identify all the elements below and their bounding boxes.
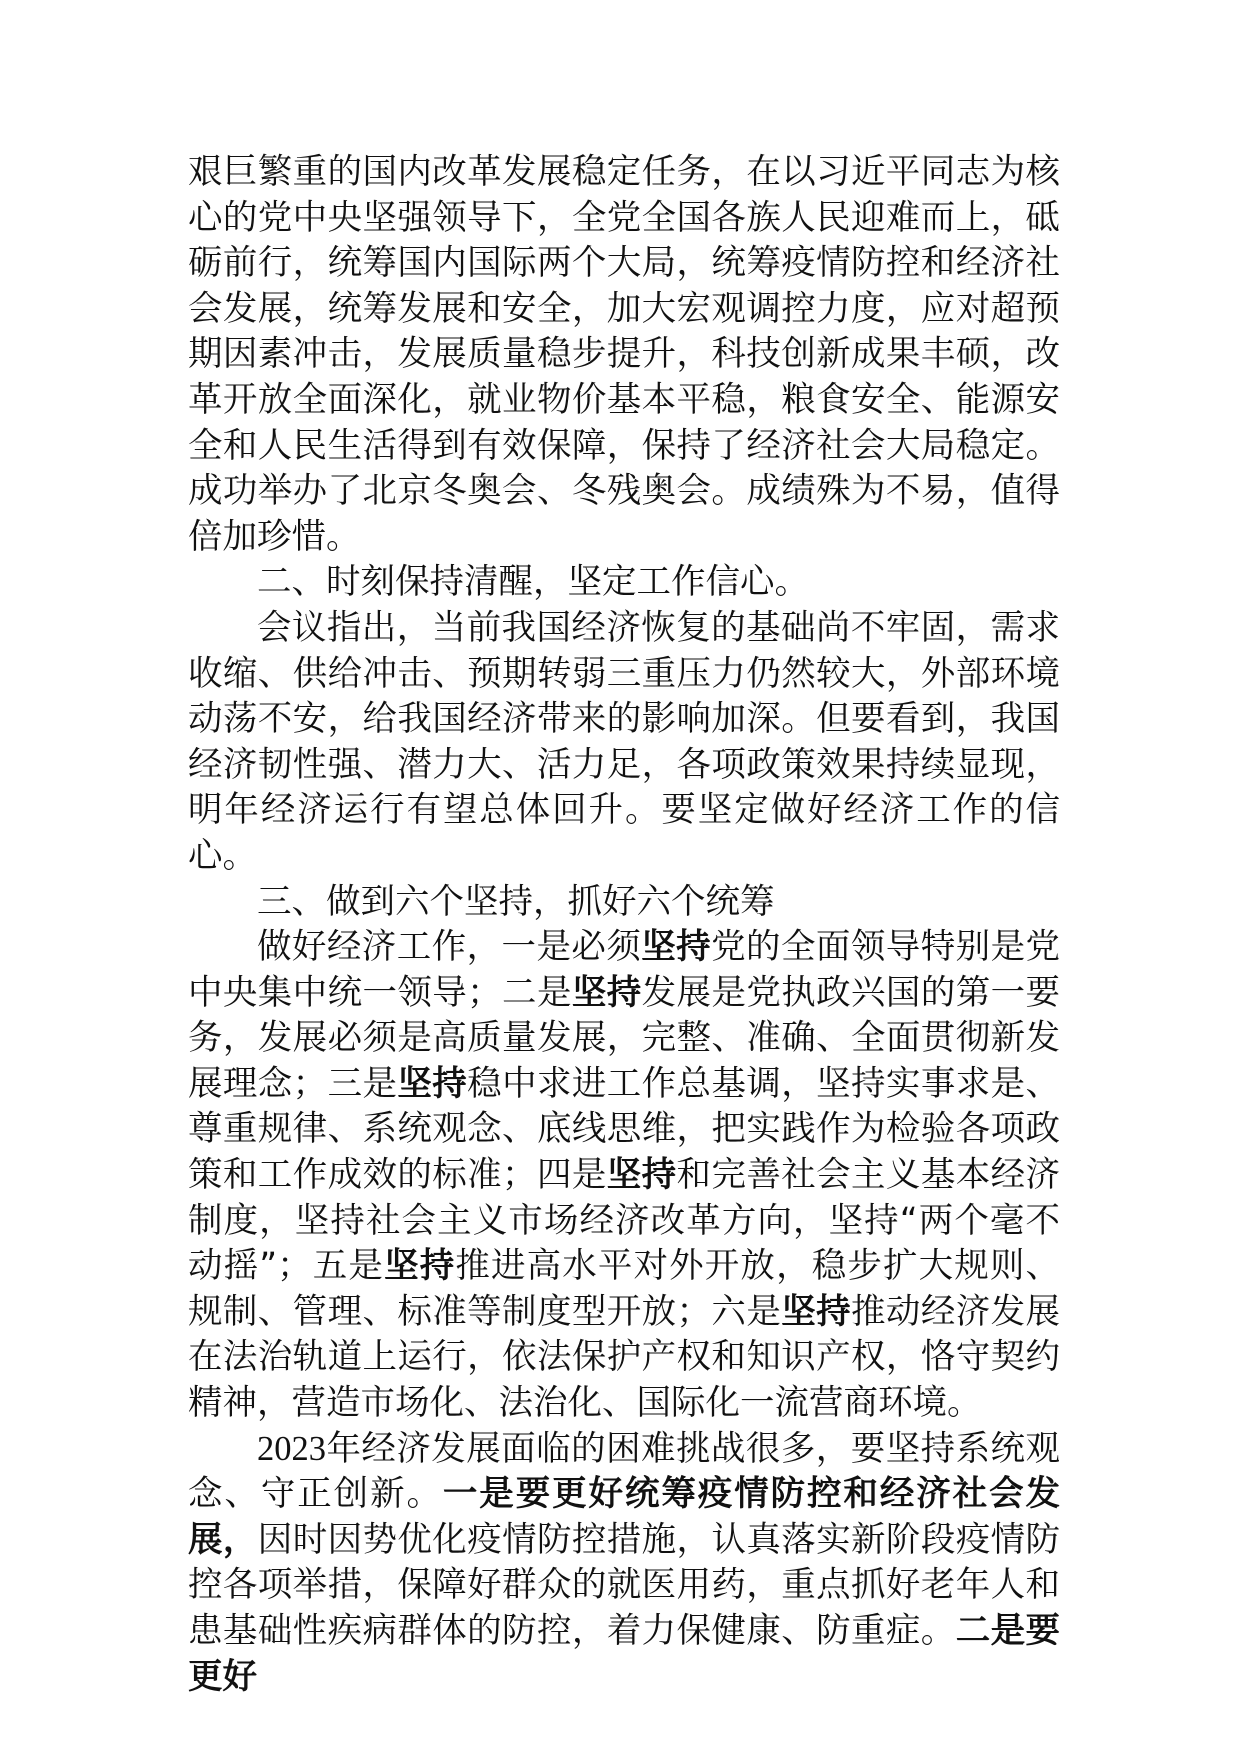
document-body — [188, 150, 1060, 1700]
bold-keyword: 坚持 — [641, 927, 712, 968]
bold-phrase: 二是要更好 — [188, 1611, 1061, 1697]
text-run: 推进高水平对外开放，稳步扩大规则、规制、管理、标准等制度型开放；六是 — [188, 1246, 1061, 1332]
bold-keyword: 坚持 — [384, 1246, 456, 1287]
paragraph-achievements: 艰巨繁重的国内改革发展稳定任务，在以习近平同志为核心的党中央坚强领导下，全党全国各族人民迎难而上，砥砺前行，统筹国内国际两个大局，统筹疫情防控和经济社会发展，统筹发展和安全，加大宏观调控力度，应对超预期因素冲击，发展质量稳步提升，科技创新成果丰硕，改革开放全面深化，就业物价基本平稳，粮食安全、能源安全和人民生活得到有效保障，保持了经济社会大局稳定。成功举办了北京冬奥会、冬残奥会。成绩殊为不易，值得倍加珍惜。 — [188, 152, 1060, 557]
paragraph-economic-outlook: 会议指出，当前我国经济恢复的基础尚不牢固，需求收缩、供给冲击、预期转弱三重压力仍然较大，外部环境动荡不安，给我国经济带来的影响加深。但要看到，我国经济韧性强、潜力大、活力足，各项政策效果持续显现，明年经济运行有望总体回升。要坚定做好经济工作的信心。 — [188, 607, 1060, 876]
paragraph-six-adherences — [188, 925, 1060, 1427]
section-heading-3: 三、做到六个坚持，抓好六个统筹 — [257, 881, 775, 922]
text-run: 推动经济发展在法治轨道上运行，依法保护产权和知识产权，恪守契约精神，营造市场化、法治化、国际化一流营商环境。 — [188, 1291, 1061, 1424]
text-run: 年经济发展面临的困难挑战很多，要坚持系统观念、守正创新。 — [188, 1428, 1060, 1515]
text-run: 因时因势优化疫情防控措施，认真落实新阶段疫情防控各项举措，保障好群众的就医用药，重点抓好老年人和患基础性疾病群体的防控，着力保健康、防重症。 — [188, 1519, 1061, 1651]
year-number: 2023 — [257, 1429, 326, 1468]
bold-keyword: 坚持 — [606, 1155, 677, 1196]
bold-phrase: 一是要更好统筹疫情防控和经济社会发展， — [188, 1474, 1060, 1560]
paragraph-2023-tasks — [188, 1427, 1060, 1701]
bold-keyword: 坚持 — [397, 1063, 468, 1104]
text-run: 做好经济工作，一是必须 — [257, 927, 642, 968]
bold-keyword: 坚持 — [781, 1291, 852, 1332]
text-run: 发展是党执政兴国的第一要务，发展必须是高质量发展，完整、准确、全面贯彻新发展理念；三是 — [188, 972, 1061, 1104]
text-run: 和完善社会主义基本经济制度，坚持社会主义市场经济改革方向，坚持“两个毫不动摇”；五是 — [188, 1155, 1061, 1287]
text-run: 党的全面领导特别是党中央集中统一领导；二是 — [188, 927, 1061, 1013]
bold-keyword: 坚持 — [571, 972, 642, 1013]
text-run: 稳中求进工作总基调，坚持实事求是、尊重规律、系统观念、底线思维，把实践作为检验各项政策和工作成效的标准；四是 — [188, 1063, 1061, 1196]
section-heading-2: 二、时刻保持清醒，坚定工作信心。 — [257, 562, 809, 603]
